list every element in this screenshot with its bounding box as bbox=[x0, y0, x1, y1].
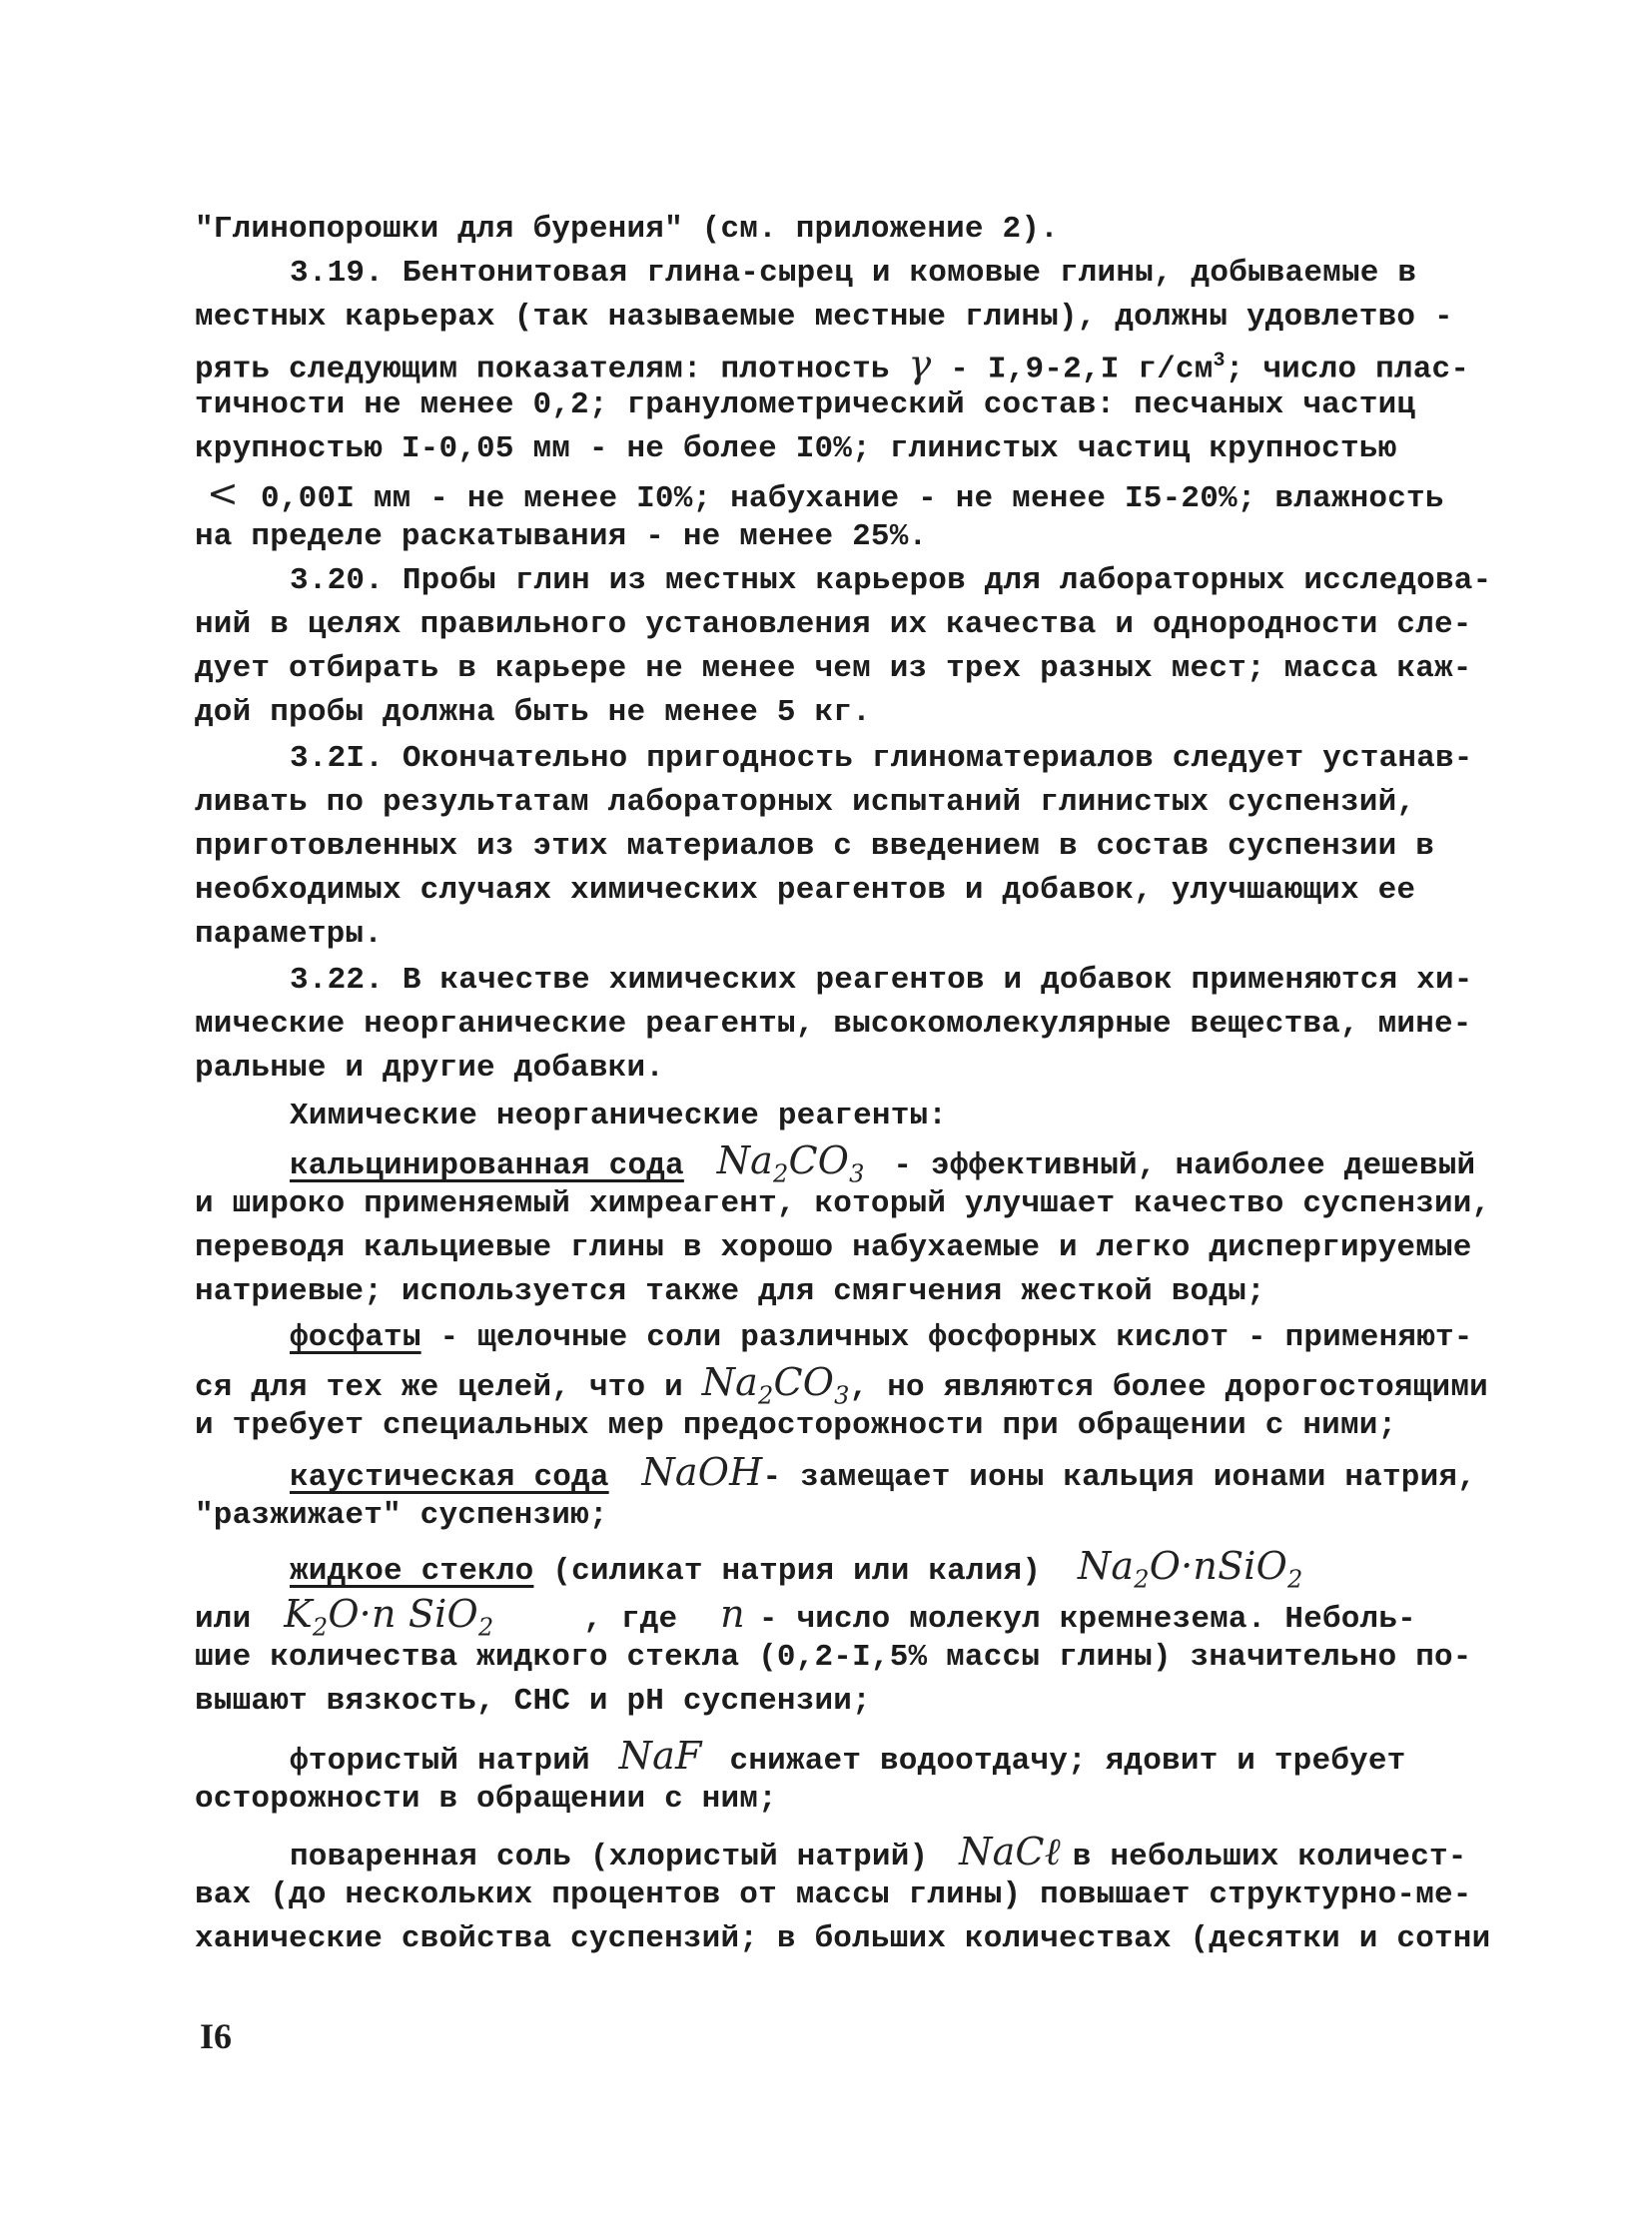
text-line: шие количества жидкого стекла (0,2-I,5% массы глины) значительно по- bbox=[195, 1640, 1472, 1675]
text-line: ний в целях правильного установления их качества и однородности сле- bbox=[195, 607, 1472, 642]
text-line: натриевые; используется также для смягчения жесткой воды; bbox=[195, 1274, 1265, 1309]
text-line: или $K_2O\cdot n$ SiO$_2$ , где n - число молекул кремнезема. Неболь- bbox=[195, 1592, 1416, 1642]
text-line: 3.20. Пробы глин из местных карьеров для лабораторных исследова- bbox=[290, 563, 1492, 598]
text-line: вах (до нескольких процентов от массы глины) повышает структурно-ме- bbox=[195, 1877, 1472, 1912]
text-line: местных карьерах (так называемые местные глины), должны удовлетво - bbox=[195, 300, 1453, 335]
text-line: мические неорганические реагенты, высокомолекулярные вещества, мине- bbox=[195, 1007, 1472, 1042]
text-line: тичности не менее 0,2; гранулометрический состав: песчаных частиц bbox=[195, 387, 1416, 422]
n-symbol: n bbox=[720, 1592, 745, 1636]
text-line: фтористый натрий NaF снижает водоотдачу; ядовит и требует bbox=[290, 1734, 1406, 1779]
text-line: и широко применяемый химреагент, который улучшает качество суспензии, bbox=[195, 1186, 1491, 1221]
na2o-sio2-formula: $Na_2O\cdot nSiO_2$ bbox=[1077, 1544, 1303, 1594]
text-line: приготовленных из этих материалов с введением в состав суспензии в bbox=[195, 829, 1434, 864]
text-line: поваренная соль (хлористый натрий) NaCℓ в небольших количест- bbox=[290, 1830, 1467, 1874]
na2co3-formula: $Na_2CO_3$ bbox=[701, 1360, 850, 1410]
text-line: кальцинированная сода $Na_2CO_3$ - эффективный, наиболее дешевый bbox=[290, 1138, 1476, 1188]
text-line: "Глинопорошки для бурения" (см. приложение 2). bbox=[195, 212, 1059, 247]
text-line: каустическая сода NaOH- замещает ионы кальция ионами натрия, bbox=[290, 1450, 1476, 1495]
text-line: ся для тех же целей, что и $Na_2CO_3$, но являются более дорогостоящими bbox=[195, 1360, 1488, 1410]
text-line: крупностью I-0,05 мм - не более I0%; глинистых частиц крупностью bbox=[195, 431, 1397, 466]
text-line: переводя кальциевые глины в хорошо набухаемые и легко диспергируемые bbox=[195, 1230, 1472, 1265]
text-line: 3.19. Бентонитовая глина-сырец и комовые глины, добываемые в bbox=[290, 256, 1417, 291]
text-line: и требует специальных мер предосторожности при обращении с ними; bbox=[195, 1408, 1397, 1443]
text-line: "разжижает" суспензию; bbox=[195, 1498, 608, 1533]
na2co3-formula: $Na_2CO_3$ bbox=[716, 1138, 865, 1188]
less-than-symbol: < bbox=[207, 471, 240, 515]
text-line: < 0,00I мм - не менее I0%; набухание - не менее I5-20%; влажность bbox=[207, 471, 1444, 516]
text-line: ливать по результатам лабораторных испытаний глинистых суспензий, bbox=[195, 785, 1416, 820]
gamma-symbol: γ bbox=[908, 342, 932, 386]
text-line: на пределе раскатывания - не менее 25%. bbox=[195, 519, 928, 554]
text-line: ральные и другие добавки. bbox=[195, 1051, 665, 1086]
naf-formula: NaF bbox=[618, 1734, 702, 1778]
text-line: осторожности в обращении с ним; bbox=[195, 1782, 777, 1817]
text-line: 3.22. В качестве химических реагентов и добавок применяются хи- bbox=[290, 963, 1473, 998]
text-line: параметры. bbox=[195, 917, 384, 952]
text-line: вышают вязкость, СНС и рН суспензии; bbox=[195, 1684, 871, 1719]
text-line: рять следующим показателям: плотность γ - I,9-2,I $г/см^3$; число плас- bbox=[195, 342, 1470, 387]
text-line: необходимых случаях химических реагентов и добавок, улучшающих ее bbox=[195, 873, 1416, 908]
text-line: Химические неорганические реагенты: bbox=[290, 1099, 948, 1133]
nacl-formula: NaCℓ bbox=[959, 1830, 1061, 1873]
text-line: ханические свойства суспензий; в больших количествах (десятки и сотни bbox=[195, 1921, 1491, 1956]
k2o-sio2-formula: $K_2O\cdot n$ SiO$_2$ bbox=[284, 1592, 494, 1642]
text-line: дой пробы должна быть не менее 5 кг. bbox=[195, 695, 871, 730]
text-line: 3.2I. Окончательно пригодность глиноматериалов следует устанав- bbox=[290, 741, 1473, 776]
text-line: жидкое стекло (силикат натрия или калия) $Na_2O\cdot nSiO_2$ bbox=[290, 1544, 1303, 1594]
naoh-formula: NaOH bbox=[641, 1450, 763, 1494]
text-line: дует отбирать в карьере не менее чем из трех разных мест; масса каж- bbox=[195, 651, 1472, 686]
page-number: I6 bbox=[200, 2016, 233, 2056]
text-line: фосфаты - щелочные соли различных фосфорных кислот - применяют- bbox=[290, 1320, 1473, 1355]
